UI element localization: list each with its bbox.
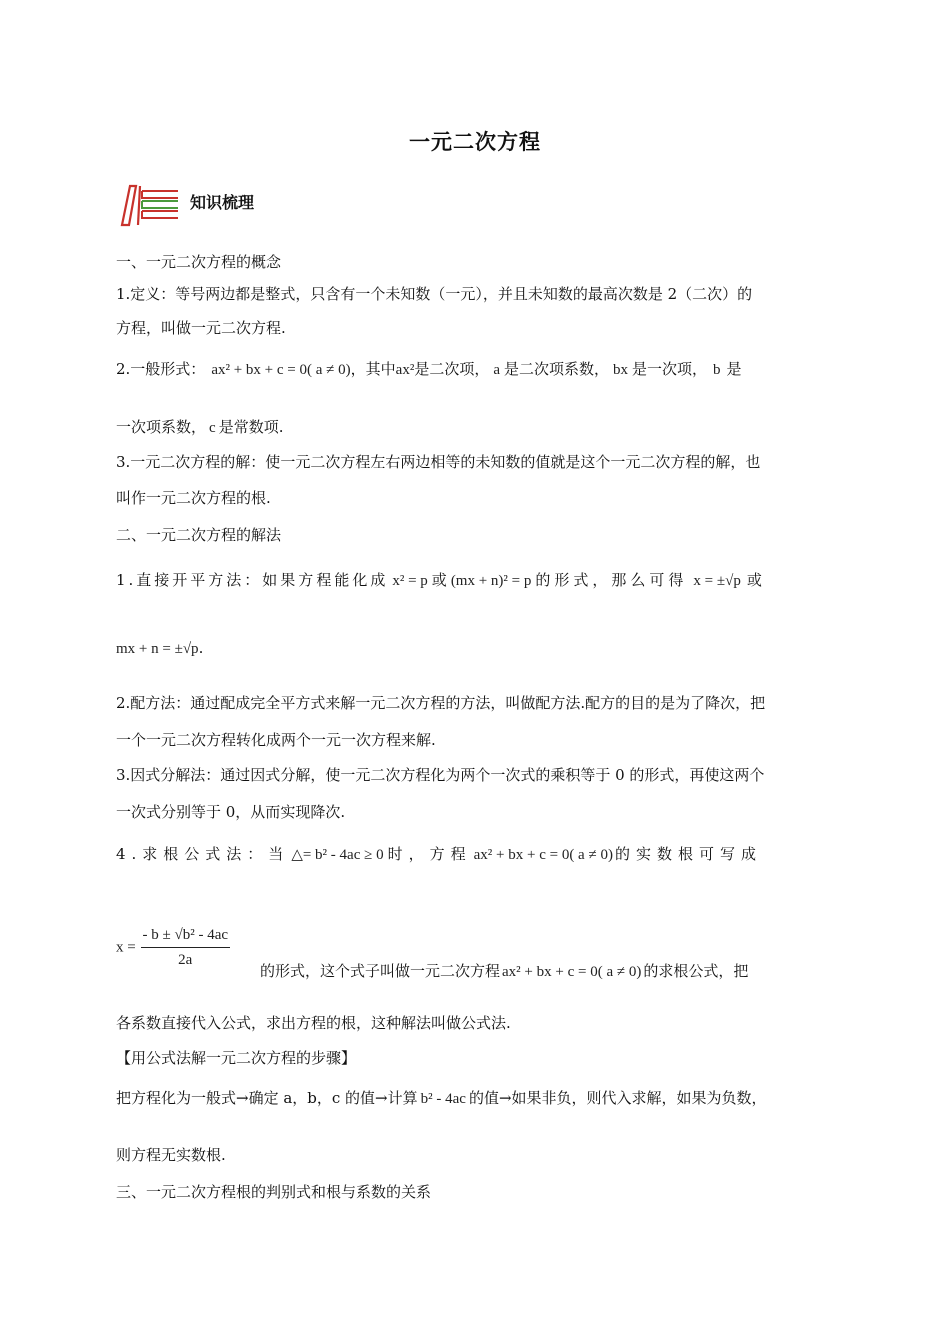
text: 时，方程 <box>387 845 472 863</box>
text: 一次项系数， <box>116 418 207 436</box>
definition-line-2: 方程，叫做一元二次方程. <box>116 319 286 337</box>
text: 是常数项. <box>218 418 284 436</box>
steps-line-2: 则方程无实数根. <box>116 1146 226 1164</box>
discriminant-condition: △= b² - 4ac ≥ 0 <box>291 847 384 863</box>
definition-line-1: 1.定义：等号两边都是整式，只含有一个未知数（一元），并且未知数的最高次数是 2（二次）的 <box>116 285 753 303</box>
formula-x2-p: x² = p <box>392 573 428 589</box>
method-2-line-1: 2.配方法：通过配成完全平方式来解一元二次方程的方法，叫做配方法.配方的目的是为了降次，把 <box>116 694 766 712</box>
b-term: b <box>713 362 721 378</box>
text: 是 <box>726 360 742 378</box>
formula-mxn-sqrt-p: mx + n = ±√p <box>116 641 199 657</box>
discriminant-expr: b² - 4ac <box>420 1091 466 1107</box>
formula-mxn-p: (mx + n)² = p <box>450 573 532 589</box>
text: . <box>198 639 204 657</box>
text: 或 <box>431 571 447 589</box>
text: 的形式，这个式子叫做一元二次方程 <box>260 962 501 980</box>
section-header: 知识梳理 <box>190 193 255 212</box>
formula-x-equals: x = <box>116 939 136 956</box>
section-3-heading: 三、一元二次方程根的判别式和根与系数的关系 <box>116 1183 432 1201</box>
c-term: c <box>209 420 216 436</box>
general-equation-2: ax² + bx + c = 0( a ≠ 0) <box>502 964 642 980</box>
method-1-line <box>116 570 762 591</box>
text: 是二次项， <box>414 360 490 378</box>
general-form-line-2 <box>116 417 283 438</box>
bx-term: bx <box>613 362 629 378</box>
a-term: a <box>493 362 500 378</box>
method-3-line-2: 一次式分别等于 0，从而实现降次. <box>116 803 346 821</box>
general-form-formula: ax² + bx + c = 0( a ≠ 0) <box>211 362 351 378</box>
general-form-line <box>116 359 742 380</box>
text: 或 <box>746 571 762 589</box>
method-2-line-2: 一个一元二次方程转化成两个一元一次方程来解. <box>116 731 436 749</box>
text: 的值→如果非负，则代入求解，如果为负数， <box>468 1089 767 1107</box>
solution-line-1: 3.一元二次方程的解：使一元二次方程左右两边相等的未知数的值就是这个一元二次方程的解，也 <box>116 453 761 471</box>
quadratic-formula-fraction <box>141 925 231 970</box>
general-form-label: 2.一般形式： <box>116 360 206 378</box>
fraction-bar <box>141 947 231 948</box>
text: 的求根公式，把 <box>643 962 749 980</box>
formula-x-sqrt-p: x = ±√p <box>693 573 741 589</box>
text: 的实数根可写成 <box>614 845 762 863</box>
books-icon <box>118 183 178 227</box>
method-3-line-1: 3.因式分解法：通过因式分解，使一元二次方程化为两个一次式的乘积等于 0 的形式，再使这两个 <box>116 766 765 784</box>
general-equation: ax² + bx + c = 0( a ≠ 0) <box>473 847 613 863</box>
text: 把方程化为一般式→确定 a，b，c 的值→计算 <box>116 1089 418 1107</box>
method-4-line-1 <box>116 844 762 865</box>
section-1-heading: 一、一元二次方程的概念 <box>116 253 282 271</box>
solution-line-2: 叫作一元二次方程的根. <box>116 489 271 507</box>
quadratic-formula-line <box>116 925 230 981</box>
page-title: 一元二次方程 <box>409 129 541 154</box>
text: 是一次项， <box>632 360 708 378</box>
text: ，其中 <box>350 360 396 378</box>
method-1-line-2 <box>116 638 203 659</box>
text: 1.直接开平方法：如果方程能化成 <box>116 571 389 589</box>
text: 的形式，那么可得 <box>535 571 688 589</box>
method-4-line-2 <box>260 961 748 982</box>
method-4-line-3: 各系数直接代入公式，求出方程的根，这种解法叫做公式法. <box>116 1014 511 1032</box>
formula-denominator: 2a <box>178 952 193 968</box>
steps-title: 【用公式法解一元二次方程的步骤】 <box>116 1049 357 1067</box>
steps-line-1 <box>116 1088 767 1109</box>
section-2-heading: 二、一元二次方程的解法 <box>116 526 282 544</box>
text: 4.求根公式法：当 <box>116 845 290 863</box>
text: 是二次项系数， <box>504 360 610 378</box>
formula-numerator: - b ± √b² - 4ac <box>142 927 229 943</box>
ax2-term: ax² <box>395 362 415 378</box>
